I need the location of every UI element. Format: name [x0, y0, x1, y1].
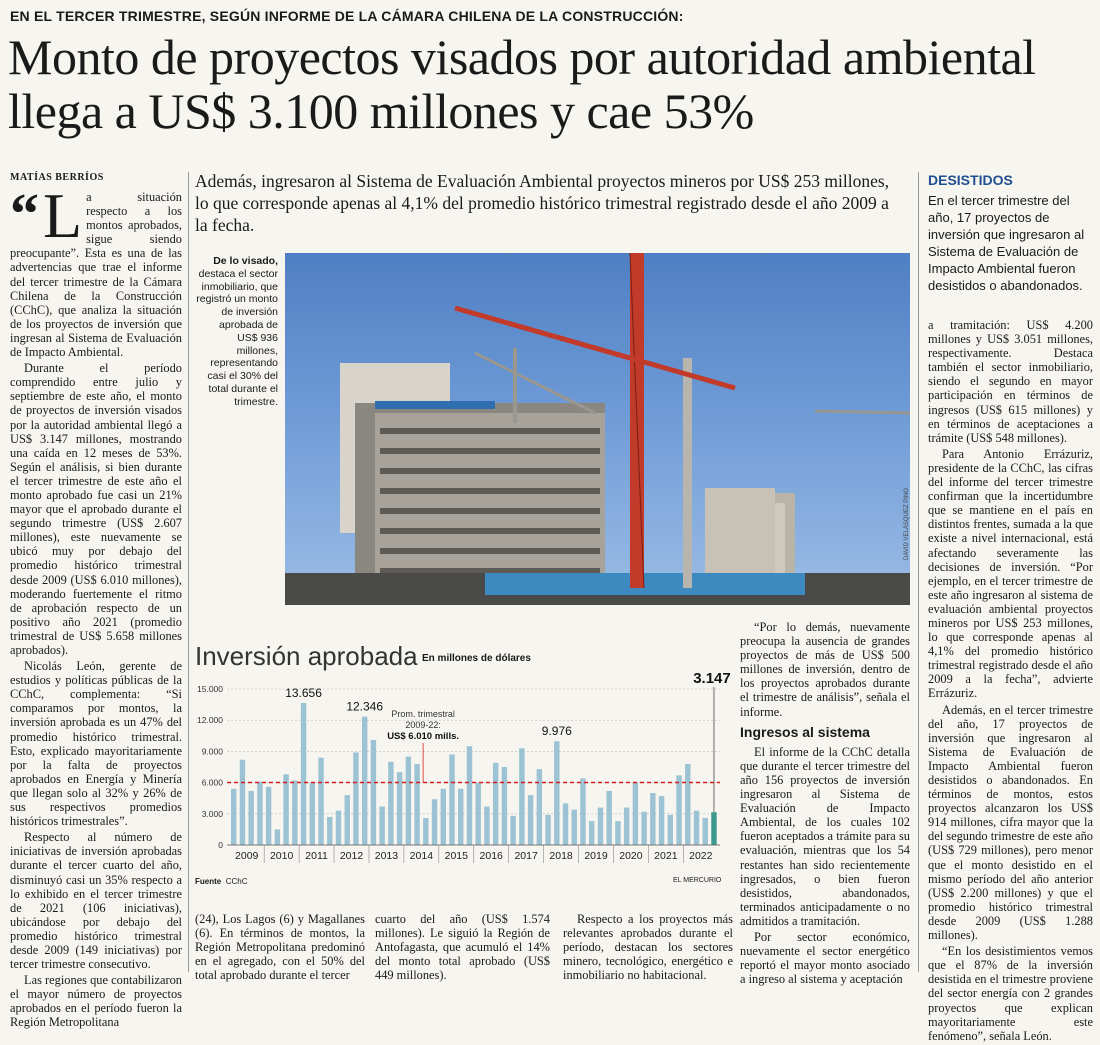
article-paragraph: cuarto del año (US$ 1.574 millones). Le siguió la Región de Antofagasta, que acumuló el 14% del monto total aprobado (US$ 449 millones).	[375, 912, 550, 983]
y-tick-label: 0	[218, 840, 223, 850]
sidebar-summary: En el tercer trimestre del año, 17 proyectos de inversión que ingresaron al Sistema de Evaluación de Impacto Ambiental fueron desistidos o abandonados.	[928, 193, 1085, 293]
bar	[441, 789, 446, 845]
bar	[554, 741, 559, 845]
photo-caption: De lo visado, destaca el sector inmobiliario, que registró un monto de inversión aprobada de US$ 936 millones, representando casi el 30% del total durante el trimestre.	[196, 255, 278, 408]
bar	[659, 796, 664, 845]
bar	[449, 755, 454, 845]
x-tick-label: 2010	[269, 850, 294, 862]
x-tick-label: 2022	[689, 850, 713, 862]
bar	[240, 760, 245, 845]
bar	[537, 769, 542, 845]
article-column-6	[928, 318, 1093, 1045]
article-paragraph: Por sector económico, nuevamente el sector energético reportó el mayor monto asociado a ingreso al sistema y aceptación	[740, 929, 910, 987]
sidebar-heading: DESISTIDOS	[928, 172, 1013, 188]
article-paragraph: Respecto a los proyectos más relevantes aprobados durante el período, destacan los sectores minero, tecnológico, energético e inmobiliario no habitacional.	[563, 912, 733, 983]
section-heading: Ingresos al sistema	[740, 723, 870, 740]
article-paragraph: Durante el período comprendido entre julio y septiembre de este año, el monto de proyectos de inversión visados por la autoridad ambiental llegó a US$ 3.147 millones, mostrando una caída en 12 meses de 53%. Según el análisis, si bien durante el tercer trimestre de este año el monto aprobado fue casi un 21% mayor que el aprobado durante el segundo trimestre (US$ 2.607 millones), este nuevamente se ubicó muy por debajo del promedio histórico trimestral desde 2009 (US$ 6.010 millones), moderando fuertemente el ritmo de aprobación respecto de un positivo año 2021 (promedio trimestral de US$ 5.658 millones aprobados).	[10, 361, 182, 657]
data-label: 12.346	[346, 699, 384, 714]
headline: Monto de proyectos visados por autoridad ambiental llega a US$ 3.100 millones y cae 53%	[8, 29, 1036, 139]
average-value-label: US$ 6.010 mills.	[387, 731, 460, 742]
construction-photo	[285, 253, 910, 605]
bar	[519, 748, 524, 845]
x-tick-label: 2011	[305, 850, 328, 862]
bar	[327, 817, 332, 845]
bar	[484, 807, 489, 845]
bar	[502, 767, 507, 845]
bar	[248, 791, 253, 845]
bar	[563, 803, 568, 845]
bar	[615, 821, 620, 845]
bar	[476, 783, 481, 845]
bar	[318, 758, 323, 845]
deck: Además, ingresaron al Sistema de Evaluación Ambiental proyectos mineros por US$ 253 millones, lo que corresponde apenas al 4,1% del promedio histórico trimestral registrado desde el año 2009 a la fecha.	[195, 171, 890, 235]
article-paragraph: Las regiones que contabilizaron el mayor número de proyectos aprobados en el período fueron la Región Metropolitana	[10, 973, 182, 1030]
x-tick-label: 2021	[654, 850, 678, 862]
bar	[510, 816, 515, 845]
article-paragraph: “ L a situación respecto a los montos aprobados, sigue siendo preocupante”. Esta es una de las advertencias que trae el informe del tercer trimestre de la Cámara Chilena de la Construcción (CChC), que analiza la situación de los proyectos de inversión que ingresan al Sistema de Evaluación de Impacto Ambiental.	[10, 180, 182, 360]
bar	[458, 789, 463, 845]
data-label: 3.147	[693, 670, 731, 687]
bar	[598, 808, 603, 845]
chart-unit: En millones de dólares	[422, 653, 531, 664]
x-tick-label: 2013	[374, 850, 399, 862]
article-column-1	[10, 180, 182, 1032]
bar	[310, 783, 315, 845]
article-column-5	[740, 620, 910, 988]
bar	[545, 815, 550, 845]
column-divider	[188, 172, 189, 972]
bar	[275, 829, 280, 845]
article-paragraph: “Por lo demás, nuevamente preocupa la ausencia de grandes proyectos de más de US$ 500 millones de inversión, dentro de los proyectos aprobados durante el trimestre de análisis”, señala el informe.	[740, 620, 910, 719]
bar	[528, 795, 533, 845]
open-quote-icon: “	[10, 181, 39, 246]
article-paragraph: El informe de la CChC detalla que durante el tercer trimestre del año 156 proyectos de inversión ingresaron al Sistema de Evaluación de Impacto Ambiental, de los cuales 102 fueron aceptados a trámite para su evaluación, mientras que los 54 restantes han sido recientemente ingresados, o bien fueron desistidos, abandonados, terminados anticipadamente o no admitidos a tramitación.	[740, 744, 910, 928]
x-tick-label: 2019	[584, 850, 608, 862]
x-tick-label: 2012	[339, 850, 364, 862]
y-tick-label: 3.000	[201, 808, 223, 819]
data-label: 9.976	[541, 724, 572, 739]
article-paragraph: (24), Los Lagos (6) y Magallanes (6). En términos de montos, la Región Metropolitana predominó en el agregado, con el 50% del total aprobado durante el tercer	[195, 912, 365, 983]
kicker: EN EL TERCER TRIMESTRE, SEGÚN INFORME DE LA CÁMARA CHILENA DE LA CONSTRUCCIÓN:	[10, 8, 684, 24]
bar	[589, 821, 594, 845]
bar	[345, 795, 350, 845]
bar	[406, 757, 411, 845]
y-tick-label: 9.000	[201, 746, 223, 757]
y-tick-label: 12.000	[197, 715, 223, 726]
x-tick-label: 2016	[479, 850, 503, 862]
article-paragraph: Además, en el tercer trimestre del año, 17 proyectos de inversión que ingresaron al Sistema de Evaluación de Impacto Ambiental fueron desistidos o abandonados. En términos de montos, estos proyectos alcanzaron los US$ 914 millones, cifra mayor que la del segundo trimestre de este año (US$ 729 millones), pero menor que el monto desistido en el mismo período del año anterior (US$ 2.200 millones) y que el promedio histórico trimestral desde 2009 (US$ 1.288 millones).	[928, 702, 1093, 943]
bar	[467, 746, 472, 845]
bar	[624, 808, 629, 845]
bar	[572, 810, 577, 845]
byline: MATÍAS BERRÍOS	[10, 172, 104, 183]
drop-cap: L	[43, 180, 83, 251]
bar	[371, 740, 376, 845]
bar	[641, 812, 646, 845]
bar	[580, 778, 585, 845]
article-paragraph: Nicolás León, gerente de estudios y políticas públicas de la CChC, complementa: “Si comparamos por montos, la inversión aprobada es un 47% del promedio histórico trimestral. Esto, explicado mayoritariamente por la falta de proyectos aprobados en Energía y Minería que llegan solo al 32% y 26% de sus respectivos promedios históricos trimestrales”.	[10, 659, 182, 829]
average-label: Prom. trimestral	[391, 709, 455, 719]
bar	[703, 818, 708, 845]
bar	[493, 763, 498, 845]
x-tick-label: 2014	[409, 850, 434, 862]
data-label: 13.656	[285, 685, 322, 700]
bar	[685, 764, 690, 845]
bar	[423, 818, 428, 845]
bar	[388, 762, 393, 845]
bar	[668, 815, 673, 845]
bar	[301, 703, 306, 845]
bar	[650, 793, 655, 845]
bar	[606, 791, 611, 845]
bar	[414, 764, 419, 845]
bar	[432, 799, 437, 845]
article-column-3	[375, 912, 550, 984]
bar	[336, 811, 341, 845]
bar	[711, 812, 716, 845]
bar	[362, 717, 367, 845]
bar	[231, 789, 236, 845]
average-label: 2009-22:	[405, 720, 441, 730]
bar	[379, 807, 384, 845]
bar	[283, 774, 288, 845]
chart-source: Fuente CChC	[195, 877, 248, 886]
construction-illustration	[285, 253, 910, 605]
article-column-2	[195, 912, 365, 984]
article-column-4	[563, 912, 733, 984]
x-tick-label: 2015	[444, 850, 468, 862]
bar	[353, 752, 358, 845]
bar-chart	[195, 625, 731, 875]
chart-brand: EL MERCURIO	[673, 877, 722, 884]
y-tick-label: 15.000	[197, 684, 223, 694]
chart-title: Inversión aprobada	[195, 641, 418, 671]
bar	[266, 787, 271, 845]
photo-credit: DAVID VELÁSQUEZ PINO	[904, 488, 910, 560]
bar	[257, 782, 262, 845]
article-paragraph: Respecto al número de iniciativas de inversión aprobadas durante el tercer cuarto del año, disminuyó casi un 35% respecto a lo exhibido en el tercer trimestre de 2021 (106 iniciativas), ubicándose por debajo del promedio histórico trimestral desde 2009 (149 iniciativas) por tercer trimestre consecutivo.	[10, 830, 182, 972]
x-tick-label: 2009	[235, 850, 259, 862]
article-paragraph: a tramitación: US$ 4.200 millones y US$ 3.051 millones, respectivamente. Destaca también el sector inmobiliario, siendo el segundo en mayor participación en términos de ingresos (US$ 615 millones) y en términos de aceptaciones a trámite (US$ 548 millones).	[928, 318, 1093, 445]
x-tick-label: 2017	[514, 850, 538, 862]
article-paragraph: Para Antonio Errázuriz, presidente de la CChC, las cifras del informe del tercer trimestre confirman que la incertidumbre que se mantiene en el país en distintos frentes, sumada a la que existe a nivel internacional, está afectando severamente las decisiones de inversión. “Por ejemplo, en el tercer trimestre de este año ingresaron al sistema de evaluación ambiental proyectos mineros por US$ 253 millones, lo que corresponde apenas al 4,1% del promedio histórico trimestral registrado desde el año 2009 a la fecha”, advierte Errázuriz.	[928, 446, 1093, 701]
bar	[676, 775, 681, 845]
bar	[633, 783, 638, 845]
x-tick-label: 2020	[619, 850, 643, 862]
bar	[292, 781, 297, 845]
article-paragraph: “En los desistimientos vemos que el 87% de la inversión desistida en el trimestre proviene del sector energía con 2 grandes proyectos que explican mayoritariamente este fenómeno”, señala León.	[928, 944, 1093, 1043]
column-divider	[918, 172, 919, 972]
x-tick-label: 2018	[549, 850, 573, 862]
investment-chart	[195, 625, 731, 890]
bar	[694, 811, 699, 845]
y-tick-label: 6.000	[201, 777, 223, 788]
